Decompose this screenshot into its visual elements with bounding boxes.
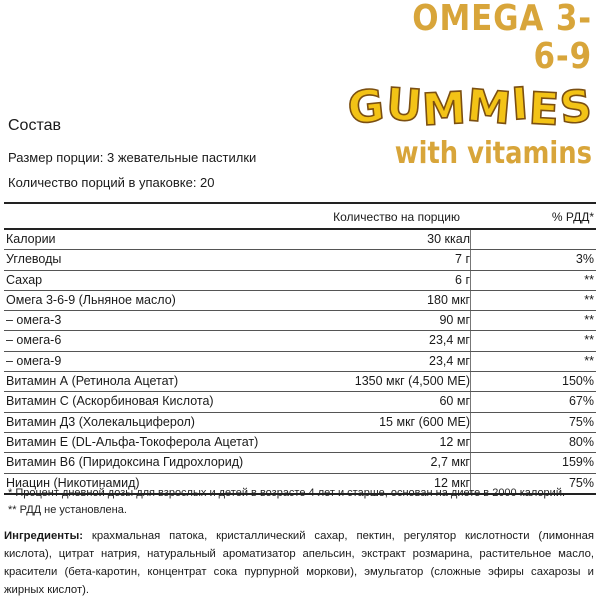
nutrient-dv: 159% xyxy=(562,455,594,470)
nutrient-dv: ** xyxy=(584,292,594,307)
nutrient-name: Витамин А (Ретинола Ацетат) xyxy=(6,374,179,389)
nutrient-name: Омега 3-6-9 (Льняное масло) xyxy=(6,292,176,307)
column-divider xyxy=(470,392,471,411)
nutrient-name: – омега-9 xyxy=(6,353,62,368)
table-row xyxy=(4,352,596,372)
column-divider xyxy=(470,331,471,350)
servings-per-pack: Количество порций в упаковке: 20 xyxy=(8,175,215,190)
nutrient-dv: ** xyxy=(584,353,594,368)
column-divider xyxy=(470,372,471,391)
gummies-letter: G xyxy=(345,80,388,135)
table-row xyxy=(4,372,596,392)
nutrient-amount: 60 мг xyxy=(439,394,470,409)
table-row xyxy=(4,433,596,453)
ingredients-label: Ингредиенты: xyxy=(4,530,83,542)
table-row xyxy=(4,453,596,473)
footnote-rdd: ** РДД не установлена. xyxy=(8,504,127,516)
nutrient-amount: 23,4 мг xyxy=(429,353,470,368)
nutrient-amount: 180 мкг xyxy=(427,292,470,307)
nutrient-amount: 12 мг xyxy=(439,434,470,449)
nutrient-name: Витамин Е (DL-Альфа-Токоферола Ацетат) xyxy=(6,434,259,449)
nutrient-amount: 15 мкг (600 МЕ) xyxy=(379,414,470,429)
column-divider xyxy=(470,453,471,472)
nutrient-amount: 7 г xyxy=(455,252,470,267)
nutrient-name: Витамин В6 (Пиридоксина Гидрохлорид) xyxy=(6,455,244,470)
nutrient-name: Витамин Д3 (Холекальциферол) xyxy=(6,414,195,429)
gummies-letter: I xyxy=(509,78,530,131)
table-row xyxy=(4,413,596,433)
column-divider xyxy=(470,291,471,310)
gummies-letter: S xyxy=(558,80,595,135)
gummies-letter: M xyxy=(464,80,514,135)
nutrient-dv: 75% xyxy=(568,414,594,429)
table-row xyxy=(4,291,596,311)
ingredients-text: крахмальная патока, кристаллический сахар, пектин, регулятор кислотности (лимонная кислота), цитрат натрия, натуральный ароматизатор апельсин, экстракт розмарина, растительное масло, красители (бета-каротин, концентрат сока пурпурной моркови), эмульгатор (сложные эфиры сахарозы и жирных кислот). xyxy=(4,530,594,596)
gummies-letter: E xyxy=(527,83,561,136)
ingredients xyxy=(4,527,594,599)
column-divider xyxy=(470,352,471,371)
nutrient-dv: 3% xyxy=(575,252,594,267)
table-row xyxy=(4,271,596,291)
nutrient-amount: 90 мг xyxy=(439,313,470,328)
nutrient-dv: 67% xyxy=(568,394,594,409)
column-header-dv: % РДД* xyxy=(551,210,594,224)
table-row xyxy=(4,392,596,412)
section-title: Состав xyxy=(8,117,61,134)
serving-size: Размер порции: 3 жевательные пастилки xyxy=(8,150,257,165)
table-row xyxy=(4,250,596,270)
gummies-letter: M xyxy=(421,82,468,137)
nutrient-name: Сахар xyxy=(6,272,43,287)
nutrient-name: – омега-3 xyxy=(6,313,62,328)
nutrient-amount: 6 г xyxy=(455,272,470,287)
brand-subtitle: with vitamins xyxy=(394,136,592,171)
table-header xyxy=(4,202,596,230)
nutrient-amount: 1350 мкг (4,500 МЕ) xyxy=(354,374,470,389)
table-row xyxy=(4,311,596,331)
nutrient-amount: 30 ккал xyxy=(427,232,470,246)
nutrient-dv: ** xyxy=(584,313,594,328)
nutrient-name: Витамин С (Аскорбиновая Кислота) xyxy=(6,394,214,409)
brand-gummies-wordmark xyxy=(342,78,595,138)
column-divider xyxy=(470,250,471,269)
nutrient-name: Калории xyxy=(6,232,56,246)
column-divider xyxy=(470,311,471,330)
column-divider xyxy=(470,230,471,249)
brand-logo xyxy=(342,0,595,171)
footnote-dv: * Процент дневной дозы для взрослых и детей в возрасте 4 лет и старше, основан на диете в 2000 калорий. xyxy=(8,487,566,499)
gummies-letter: U xyxy=(383,78,424,133)
table-row xyxy=(4,230,596,250)
nutrient-dv: 75% xyxy=(568,475,594,490)
nutrient-dv: ** xyxy=(584,333,594,348)
nutrition-table xyxy=(4,202,596,495)
nutrient-name: Ниацин (Никотинамид) xyxy=(6,475,140,490)
column-divider xyxy=(470,413,471,432)
brand-title: OMEGA 3-6-9 xyxy=(412,0,592,77)
nutrient-name: – омега-6 xyxy=(6,333,62,348)
nutrient-dv: 150% xyxy=(562,374,594,389)
table-row xyxy=(4,331,596,351)
nutrient-dv: ** xyxy=(584,272,594,287)
nutrient-dv: 80% xyxy=(568,434,594,449)
column-divider xyxy=(470,271,471,290)
nutrient-amount: 12 мкг xyxy=(434,475,470,490)
nutrient-name: Углеводы xyxy=(6,252,62,267)
column-header-amount: Количество на порцию xyxy=(333,210,460,224)
table-body xyxy=(4,230,596,495)
nutrient-amount: 23,4 мг xyxy=(429,333,470,348)
column-divider xyxy=(470,433,471,452)
nutrient-amount: 2,7 мкг xyxy=(430,455,470,470)
